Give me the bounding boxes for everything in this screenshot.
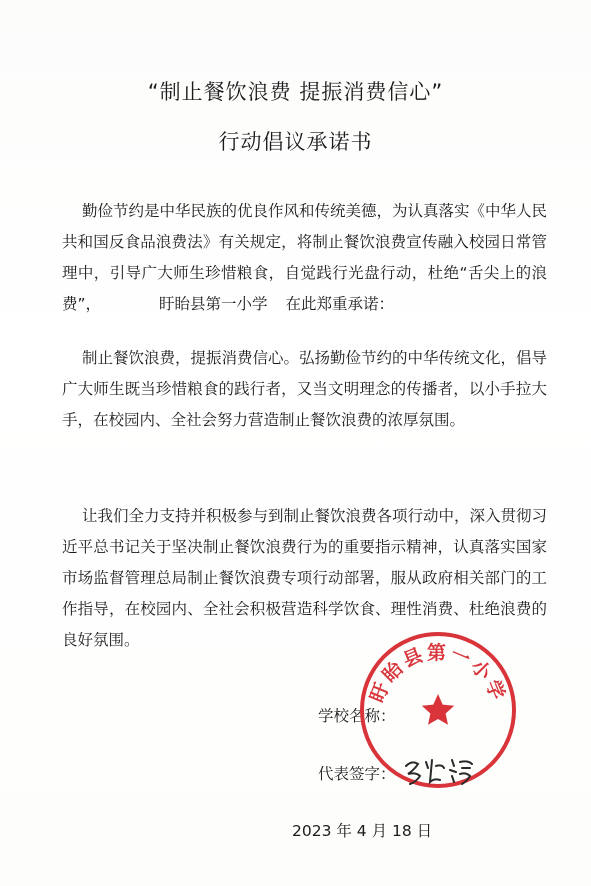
document-date: 2023 年 4 月 18 日 bbox=[292, 822, 433, 840]
paragraph-commitment-text: 制止餐饮浪费，提振消费信心。弘扬勤俭节约的中华传统文化，倡导广大师生既当珍惜粮食的践行者，又当文明理念的传播者，以小手拉大手，在校园内、全社会努力营造制止餐饮浪费的浓厚氛围。 bbox=[62, 349, 548, 429]
school-name-label: 学校名称： bbox=[318, 707, 396, 725]
representative-signature-label: 代表签字： bbox=[318, 765, 396, 783]
school-name-inline: 盱眙县第一小学 bbox=[159, 295, 268, 313]
handwritten-signature bbox=[402, 752, 476, 790]
seal-text: 盱眙县第一小学 bbox=[366, 641, 510, 706]
paragraph-call-to-action-text: 让我们全力支持并积极参与到制止餐饮浪费各项行动中，深入贯彻习近平总书记关于坚决制止餐饮浪费行为的重要指示精神，认真落实国家市场监督管理总局制止餐饮浪费专项行动部署，服从政府相关部门的工作指导，在校园内、全社会积极营造科学饮食、理性消费、杜绝浪费的良好氛围。 bbox=[62, 507, 548, 649]
paragraph-intro-text-a: 勤俭节约是中华民族的优良作风和传统美德，为认真落实《中华人民共和国反食品浪费法》有关规定，将制止餐饮浪费宣传融入校园日常管理中，引导广大师生珍惜粮食，自觉践行光盘行动，杜绝“舌尖上的浪费”， bbox=[62, 202, 548, 313]
paragraph-commitment bbox=[62, 343, 547, 436]
star-icon bbox=[422, 694, 454, 725]
document-title-line2: 行动倡议承诺书 bbox=[218, 130, 373, 154]
document-title-line1: “制止餐饮浪费 提振消费信心” bbox=[147, 80, 444, 104]
paragraph-intro bbox=[62, 196, 547, 320]
paragraph-intro-text-b: 在此郑重承诺： bbox=[285, 295, 395, 313]
